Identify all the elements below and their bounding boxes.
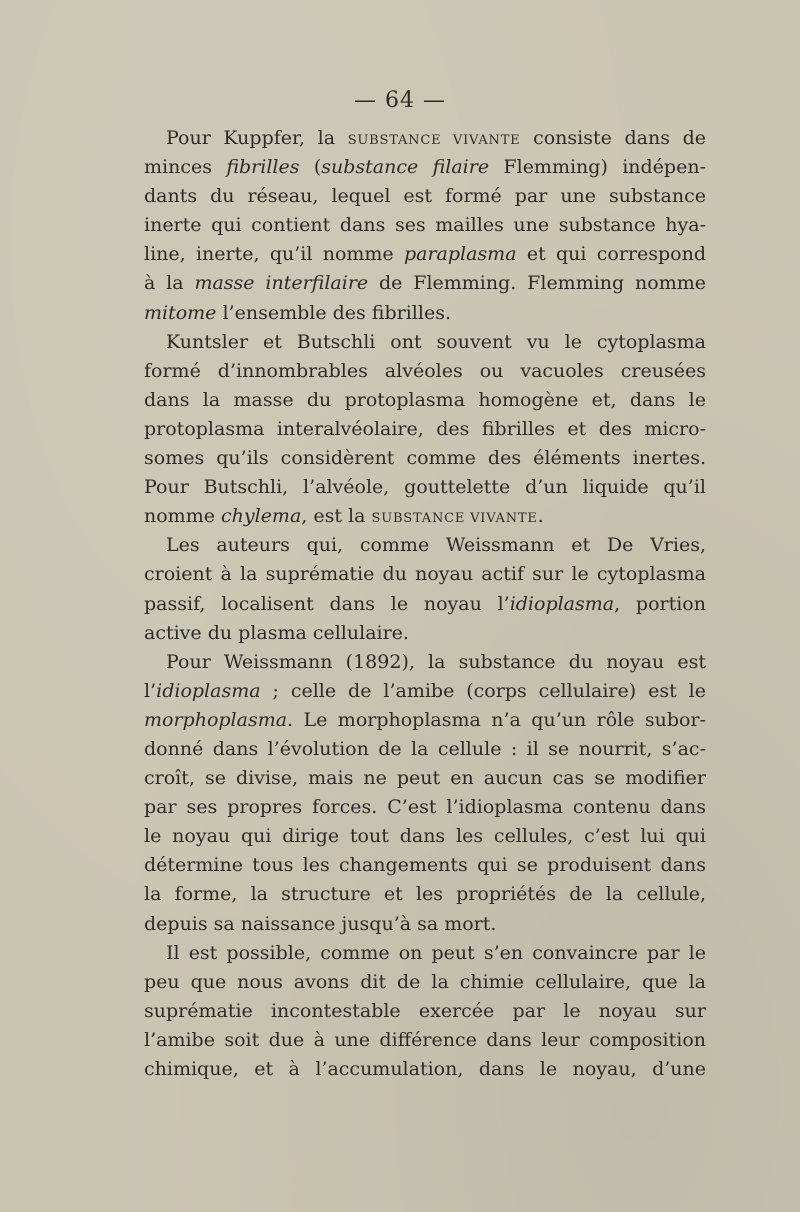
text-run: ( xyxy=(299,156,322,179)
text-line xyxy=(144,153,706,182)
page-number: — 64 — xyxy=(354,88,446,113)
text-run: Pour Kuppfer, la xyxy=(166,127,348,149)
text-run: croient à la suprématie du noyau actif sur le cytoplasma xyxy=(144,563,706,586)
text-run: line, inerte, qu’il nomme xyxy=(144,243,404,266)
text-line xyxy=(144,1055,706,1084)
text-run: dants du réseau, lequel est formé par une substance xyxy=(144,185,706,208)
text-run: Les auteurs qui, comme Weissmann et De Vries, xyxy=(166,534,706,557)
text-run: donné dans l’évolution de la cellule : il se nourrit, s’ac- xyxy=(144,737,706,760)
text-run: et qui correspond xyxy=(516,243,706,266)
text-line xyxy=(144,269,706,298)
italic-term: chylema xyxy=(221,505,302,528)
text-line xyxy=(144,939,706,968)
text-line xyxy=(144,590,706,619)
text-run: protoplasma interalvéolaire, des fibrilles et des micro- xyxy=(144,417,706,440)
text-run: consiste dans de xyxy=(520,127,706,149)
text-run: suprématie incontestable exercée par le noyau sur xyxy=(144,999,706,1022)
text-line xyxy=(144,735,706,764)
text-line xyxy=(144,444,706,473)
text-run: minces xyxy=(144,156,227,179)
text-run: . xyxy=(537,505,544,528)
text-line xyxy=(144,182,706,211)
text-line xyxy=(144,328,706,357)
body-text xyxy=(144,124,706,1084)
text-run: détermine tous les changements qui se produisent dans xyxy=(144,854,706,877)
italic-term: morphoplasma xyxy=(144,708,288,731)
text-run: ; celle de l’amibe (corps cellulaire) est le xyxy=(260,679,706,702)
italic-term: fibrilles xyxy=(226,156,300,179)
text-run: . Le morphoplasma n’a qu’un rôle subor- xyxy=(287,708,706,731)
small-caps-term: SUBSTANCE VIVANTE xyxy=(347,133,521,148)
text-run: le noyau qui dirige tout dans les cellules, c’est lui qui xyxy=(144,825,706,848)
text-line xyxy=(144,968,706,997)
text-run: Pour Weissmann (1892), la substance du noyau est xyxy=(166,650,706,673)
text-run: de Flemming. Flemming nomme xyxy=(368,272,706,295)
text-run: chimique, et à l’accumulation, dans le noyau, d’une xyxy=(144,1058,706,1080)
text-line xyxy=(144,793,706,822)
text-run: , est la xyxy=(301,505,372,528)
text-run: active du plasma cellulaire. xyxy=(144,621,409,644)
text-run: Il est possible, comme on peut s’en convaincre par le xyxy=(166,941,706,964)
text-line xyxy=(144,677,706,706)
text-line xyxy=(144,706,706,735)
text-run: l’ensemble des fibrilles. xyxy=(216,301,451,324)
text-run: depuis sa naissance jusqu’à sa mort. xyxy=(144,912,497,935)
italic-term: idioplasma xyxy=(156,679,261,702)
text-run: l’amibe soit due à une différence dans leur composition xyxy=(144,1028,706,1051)
text-line xyxy=(144,415,706,444)
text-line xyxy=(144,560,706,589)
italic-term: paraplasma xyxy=(403,243,517,266)
text-line xyxy=(144,1026,706,1055)
text-line xyxy=(144,648,706,677)
text-run: Flemming) indépen- xyxy=(489,156,706,179)
text-line xyxy=(144,473,706,502)
text-line xyxy=(144,997,706,1026)
text-run: dans la masse du protoplasma homogène et, dans le xyxy=(144,388,706,411)
text-line xyxy=(144,764,706,793)
text-run: passif, localisent dans le noyau l’ xyxy=(144,592,510,615)
italic-term: idioplasma xyxy=(509,592,615,615)
text-run: , portion xyxy=(614,592,706,615)
text-run: croît, se divise, mais ne peut en aucun cas se modifier xyxy=(144,767,706,790)
text-line xyxy=(144,299,706,328)
text-run: par ses propres forces. C’est l’idioplasma contenu dans xyxy=(144,796,706,819)
text-run: inerte qui contient dans ses mailles une substance hya- xyxy=(144,214,706,237)
italic-term: mitome xyxy=(144,301,217,324)
text-line xyxy=(144,240,706,269)
text-run: Pour Butschli, l’alvéole, gouttelette d’un liquide qu’il xyxy=(144,476,706,499)
text-line xyxy=(144,531,706,560)
text-run: formé d’innombrables alvéoles ou vacuoles creusées xyxy=(144,359,706,382)
text-run: la forme, la structure et les propriétés de la cellule, xyxy=(144,883,706,906)
text-line xyxy=(144,357,706,386)
text-line xyxy=(144,851,706,880)
text-line xyxy=(144,386,706,415)
text-run: l’ xyxy=(144,679,157,702)
text-run: à la xyxy=(144,272,195,295)
text-run: somes qu’ils considèrent comme des éléments inertes. xyxy=(144,447,706,470)
text-line xyxy=(144,910,706,939)
text-line xyxy=(144,880,706,909)
text-run: Kuntsler et Butschli ont souvent vu le cytoplasma xyxy=(166,330,706,353)
text-line xyxy=(144,502,706,531)
small-caps-term: SUBSTANCE VIVANTE xyxy=(371,511,538,527)
text-run: nomme xyxy=(144,505,221,528)
text-line xyxy=(144,211,706,240)
text-line xyxy=(144,822,706,851)
text-line xyxy=(144,619,706,648)
text-run: peu que nous avons dit de la chimie cellulaire, que la xyxy=(144,970,706,993)
italic-term: masse interfilaire xyxy=(194,272,369,295)
text-line xyxy=(144,124,706,153)
italic-term: substance filaire xyxy=(321,156,490,179)
